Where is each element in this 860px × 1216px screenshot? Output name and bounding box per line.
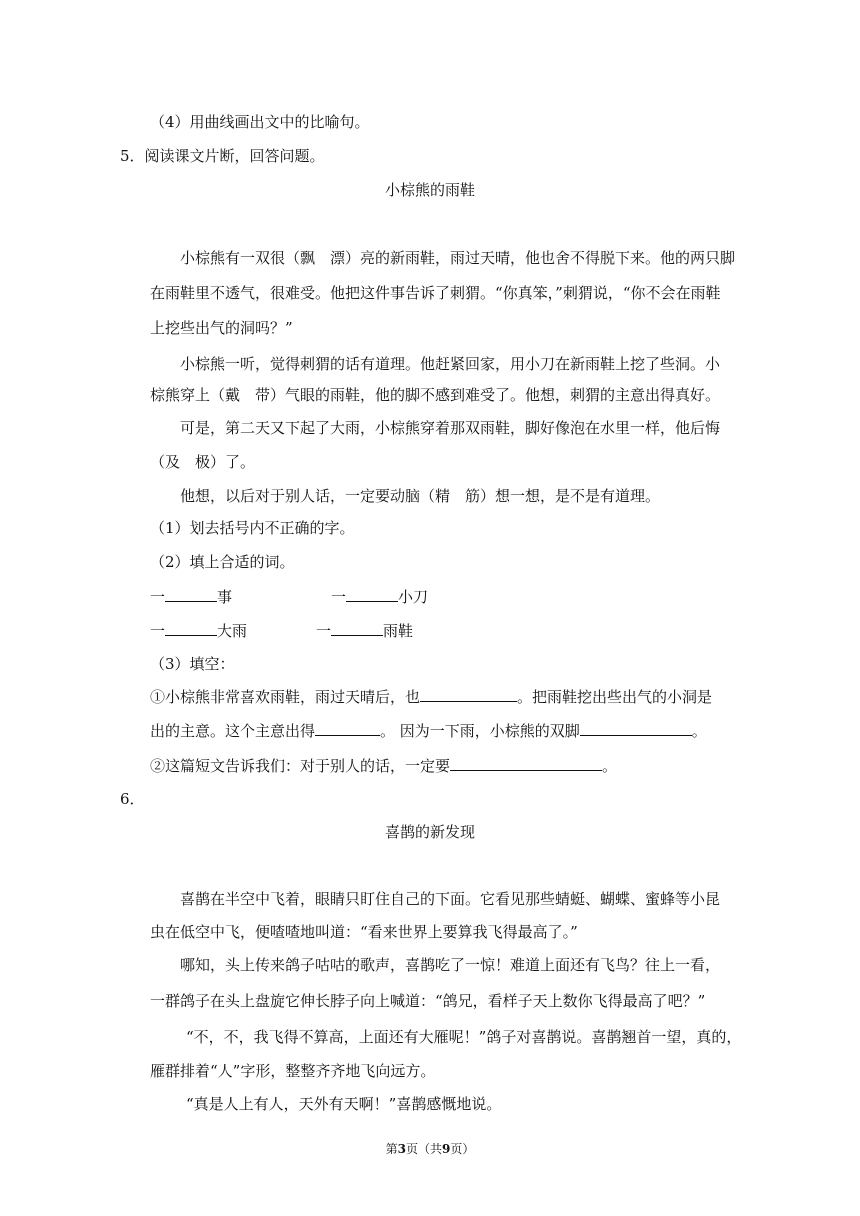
answer-blank[interactable] [346, 586, 398, 602]
question-number: 5． [120, 147, 145, 165]
fill-blank-row: 一 大雨 [150, 622, 248, 640]
question-6-number: 6． [120, 790, 145, 808]
paragraph-line: 在雨鞋里不透气，很难受。他把这件事告诉了刺猬。“你真笨，”刺猬说，“你不会在雨鞋 [150, 284, 721, 302]
fill-item-1: ①小棕熊非常喜欢雨鞋，雨过天晴后，也 。把雨鞋挖出些出气的小洞是 [150, 688, 713, 706]
page-footer: 第3页（共9页） [385, 1142, 475, 1156]
fill-blank-row: 一 事 [150, 588, 233, 606]
fill-blank-row: 一 小刀 [331, 588, 429, 606]
paragraph-line: “真是人上有人，天外有天啊！”喜鹊感慨地说。 [186, 1095, 502, 1113]
question-prompt: 阅读课文片断，回答问题。 [144, 147, 325, 165]
paragraph-line: 上挖些出气的洞吗？” [150, 319, 293, 337]
answer-blank[interactable] [420, 686, 517, 702]
sub-question-2: （2）填上合适的词。 [150, 553, 295, 571]
question-4-subitem: （4）用曲线画出文中的比喻句。 [150, 113, 370, 131]
fill-item-2: ②这篇短文告诉我们：对于别人的话，一定要 。 [150, 757, 618, 775]
answer-blank[interactable] [580, 720, 692, 736]
paragraph-line: 喜鹊在半空中飞着，眼睛只盯住自己的下面。它看见那些蜻蜓、蝴蝶、蜜蜂等小昆 [180, 890, 721, 908]
answer-blank[interactable] [331, 620, 383, 636]
paragraph-line: 小棕熊一听，觉得刺猬的话有道理。他赶紧回家，用小刀在新雨鞋上挖了些洞。小 [180, 355, 721, 373]
answer-blank[interactable] [315, 720, 380, 736]
paragraph-line: 虫在低空中飞，便喳喳地叫道：“看来世界上要算我飞得最高了。” [150, 923, 578, 941]
fill-item-1-cont: 出的主意。这个主意出得 。 因为一下雨，小棕熊的双脚 。 [150, 722, 707, 740]
paragraph-line: 雁群排着“人”字形，整整齐齐地飞向远方。 [150, 1062, 436, 1080]
answer-blank[interactable] [165, 620, 217, 636]
story-title: 小棕熊的雨鞋 [384, 181, 475, 199]
answer-blank[interactable] [450, 755, 602, 771]
question-5-header [120, 146, 325, 166]
paragraph-line: 可是，第二天又下起了大雨，小棕熊穿着那双雨鞋，脚好像泡在水里一样，他后悔 [180, 419, 721, 437]
paragraph-line: 哪知，头上传来鸽子咕咕的歌声，喜鹊吃了一惊！难道上面还有飞鸟？往上一看， [180, 956, 721, 974]
paragraph-line: “不，不，我飞得不算高，上面还有大雁呢！”鸽子对喜鹊说。喜鹊翘首一望，真的， [186, 1028, 742, 1046]
paragraph-line: 他想，以后对于别人话，一定要动脑（精 筋）想一想，是不是有道理。 [180, 487, 661, 505]
paragraph-line: 小棕熊有一双很（飘 漂）亮的新雨鞋，雨过天晴，他也舍不得脱下来。他的两只脚 [180, 249, 736, 267]
fill-blank-row: 一 雨鞋 [316, 622, 414, 640]
story-title: 喜鹊的新发现 [384, 823, 475, 841]
paragraph-line: （及 极）了。 [150, 453, 256, 471]
current-page-number: 3 [397, 1142, 406, 1156]
sub-question-1: （1）划去括号内不正确的字。 [150, 519, 355, 537]
paragraph-line: 棕熊穿上（戴 带）气眼的雨鞋，他的脚不感到难受了。他想，刺猬的主意出得真好。 [150, 386, 721, 404]
paragraph-line: 一群鸽子在头上盘旋它伸长脖子向上喊道：“鸽兄，看样子天上数你飞得最高了吧？” [150, 992, 706, 1010]
sub-question-3: （3）填空： [150, 655, 235, 673]
answer-blank[interactable] [165, 586, 217, 602]
total-page-count: 9 [442, 1142, 451, 1156]
